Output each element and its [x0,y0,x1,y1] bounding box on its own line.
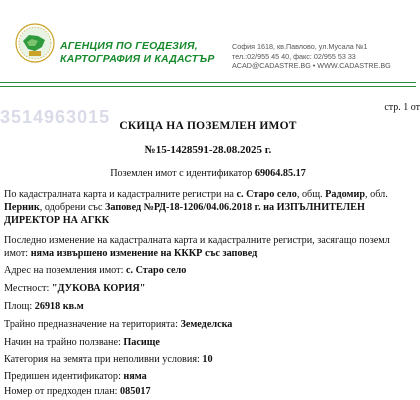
field-locality [4,282,145,295]
header-divider-thin [0,86,416,87]
field-value: няма [123,371,147,382]
identifier-label: Поземлен имот с идентификатор [110,168,255,179]
identifier-value: 69064.85.17 [254,168,306,179]
register-order: Заповед №РД-18-1206/04.06.2018 г. на ИЗПЪЛНИТЕЛЕН [105,202,365,213]
register-text: По кадастралната карта и кадастралните регистри на [4,189,237,200]
field-label: Категория на земята при неполивни условия: [4,354,203,365]
field-label: Предишен идентификатор: [4,371,124,382]
field-value: с. Старо село [125,265,187,276]
field-use [4,336,160,349]
agency-logo-icon [14,22,56,64]
document-title: СКИЦА НА ПОЗЕМЛЕН ИМОТ [119,120,297,132]
field-value: Земеделска [180,319,233,330]
agency-name-line2: КАРТОГРАФИЯ И КАДАСТЪР [60,53,215,65]
register-line-3: ДИРЕКТОР НА АГКК [4,215,110,226]
field-label: Адрес на поземления имот: [4,265,126,276]
page-number: стр. 1 от [384,102,420,113]
register-place: с. Старо село [236,189,297,200]
register-line-2 [4,201,365,214]
identifier-line [0,168,416,179]
field-previous-plan-number [4,385,151,398]
register-line-1 [4,188,388,201]
field-label: Номер от предходен план: [4,386,121,397]
field-address [4,264,186,277]
last-change-value: няма извършено изменение на КККР със заповед [30,248,258,259]
field-value: 085017 [120,386,151,397]
field-category [4,353,213,366]
header-divider [0,82,416,83]
field-label: Трайно предназначение на територията: [4,319,181,330]
field-value: Пасище [123,337,160,348]
last-change-line [4,247,257,260]
agency-address: София 1618, кв.Павлово, ул.Мусала №1 [232,42,368,51]
register-text: , обл. [365,189,388,200]
field-label: Площ: [4,301,35,312]
agency-phone: тел.:02/955 45 40, факс: 02/955 53 33 [232,51,356,61]
field-label: Начин на трайно ползване: [4,337,124,348]
field-label: Местност: [4,283,52,294]
agency-name [60,40,215,66]
agency-email-web: ACAD@CADASTRE.BG • WWW.CADASTRE.BG [232,61,391,71]
field-purpose [4,318,232,331]
agency-name-line1: АГЕНЦИЯ ПО ГЕОДЕЗИЯ, [60,40,198,52]
field-area [4,300,84,313]
register-text: , общ. [296,189,326,200]
field-value: 26918 кв.м [34,301,84,312]
agency-contact [232,42,391,71]
field-value: 10 [202,354,213,365]
field-previous-identifier [4,370,147,383]
register-region: Перник [4,202,40,213]
last-change-prefix: имот: [4,248,31,259]
register-text: , одобрени със [39,202,106,213]
register-municipality: Радомир [325,189,366,200]
document-number: №15-1428591-28.08.2025 г. [144,144,272,156]
last-change-label: Последно изменение на кадастралната карта и кадастралните регистри, засягащо поземл [4,235,390,246]
field-value: "ДУКОВА КОРИЯ" [51,283,146,294]
watermark-number: 3514963015 [0,107,111,127]
